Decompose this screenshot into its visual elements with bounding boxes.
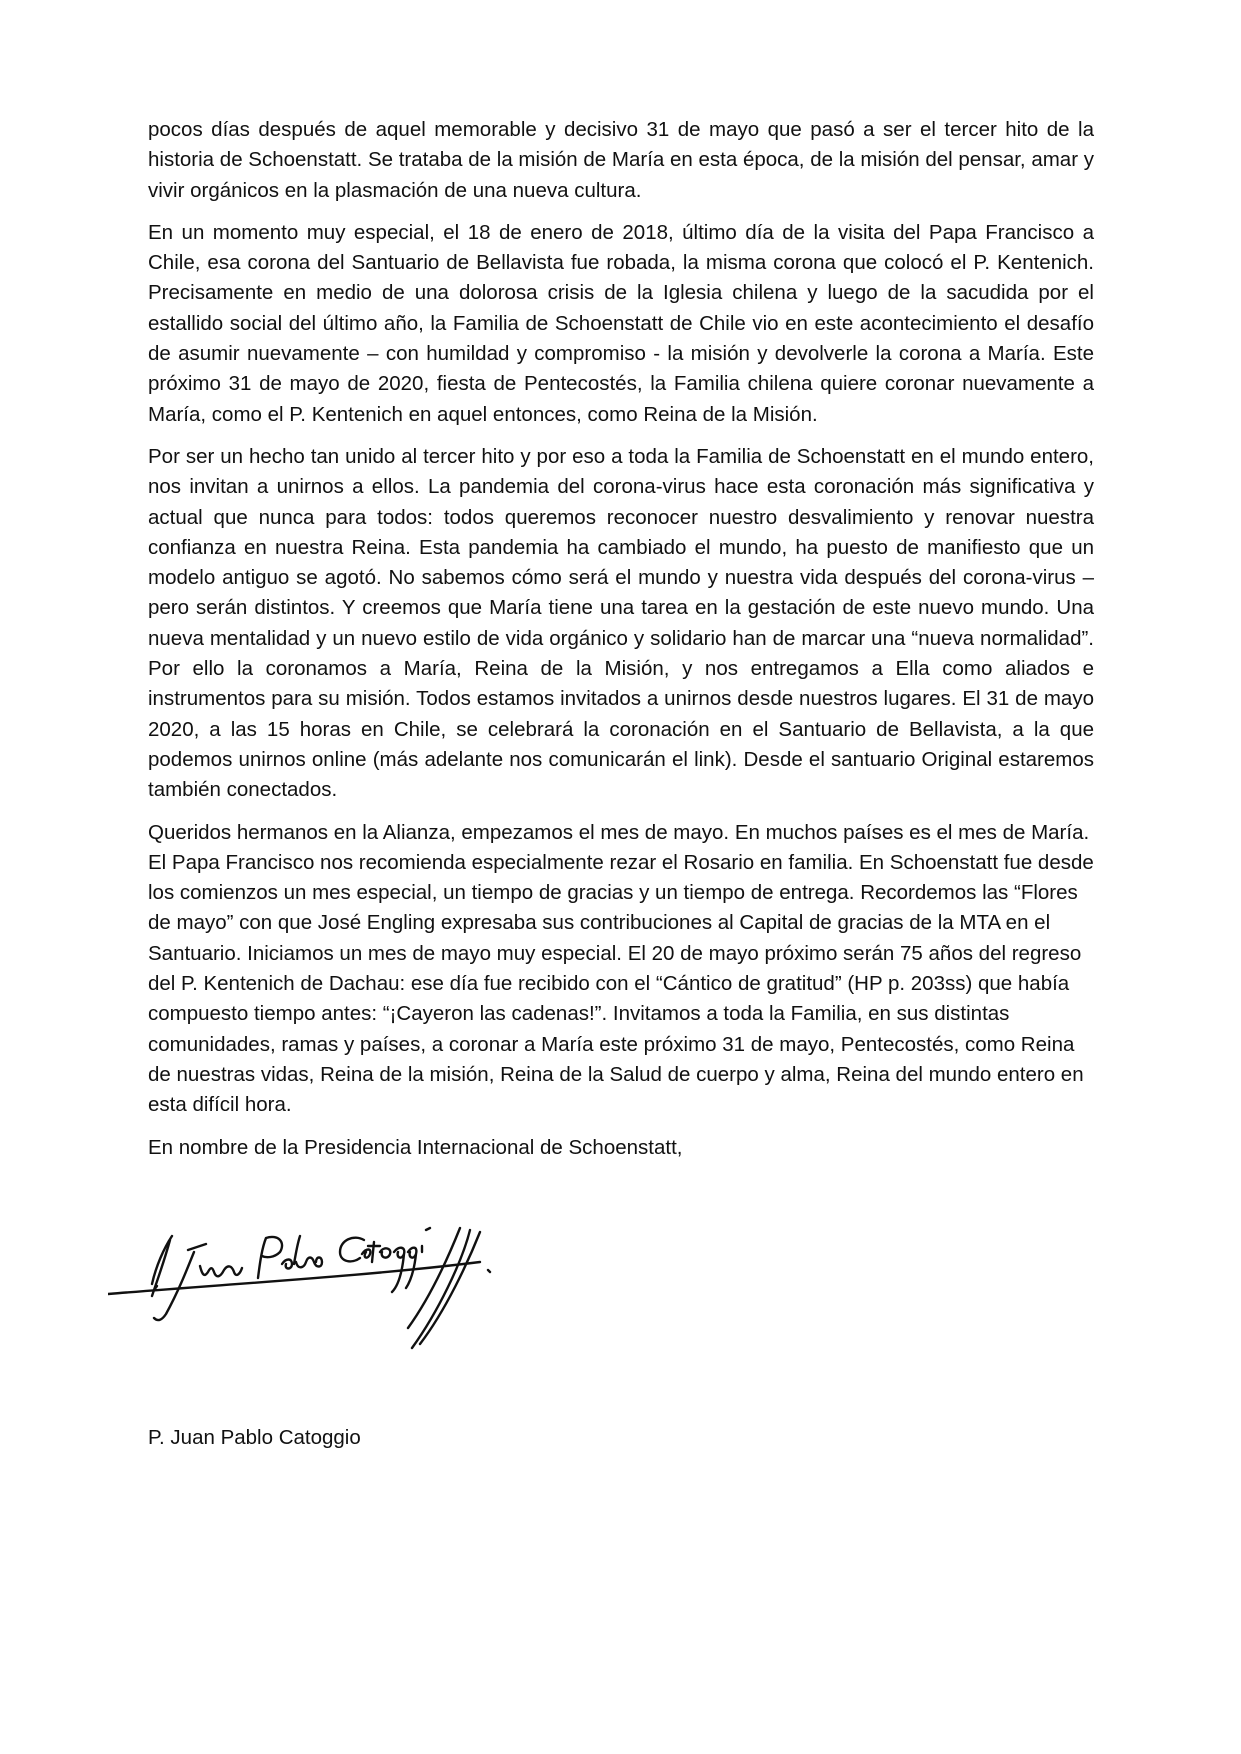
handwritten-signature — [108, 1222, 548, 1372]
salutation: En nombre de la Presidencia Internacional de Schoenstatt, — [148, 1135, 683, 1159]
paragraph-4: Queridos hermanos en la Alianza, empezamos el mes de mayo. En muchos países es el mes de María. El Papa Francisco nos recomienda especialmente rezar el Rosario en familia. En Schoenstatt fue desde los comienzos un mes especial, un tiempo de gracias y un tiempo de entrega. Recordemos las “Flores de mayo” con que José Engling expresaba sus contribuciones al Capital de gracias de la MTA en el Santuario. Iniciamos un mes de mayo muy especial. El 20 de mayo próximo serán 75 años del regreso del P. Kentenich de Dachau: ese día fue recibido con el “Cántico de gratitud” (HP p. 203ss) que había compuesto tiempo antes: “¡Cayeron las cadenas!”. Invitamos a toda la Familia, en sus distintas comunidades, ramas y países, a coronar a María este próximo 31 de mayo, Pentecostés, como Reina de nuestras vidas, Reina de la misión, Reina de la Salud de cuerpo y alma, Reina del mundo entero en esta difícil hora. — [148, 820, 1094, 1117]
letter-body — [148, 115, 1094, 1175]
paragraph-3: Por ser un hecho tan unido al tercer hito y por eso a toda la Familia de Schoenstatt en el mundo entero, nos invitan a unirnos a ellos. La pandemia del corona-virus hace esta coronación más significativa y actual que nunca para todos: todos queremos reconocer nuestro desvalimiento y renovar nuestra confianza en nuestra Reina. Esta pandemia ha cambiado el mundo, ha puesto de manifiesto que un modelo antiguo se agotó. No sabemos cómo será el mundo y nuestra vida después del corona-virus – pero serán distintos. Y creemos que María tiene una tarea en la gestación de este nuevo mundo. Una nueva mentalidad y un nuevo estilo de vida orgánico y solidario han de marcar una “nueva normalidad”. Por ello la coronamos a María, Reina de la Misión, y nos entregamos a Ella como aliados e instrumentos para su misión. Todos estamos invitados a unirnos desde nuestros lugares. El 31 de mayo 2020, a las 15 horas en Chile, se celebrará la coronación en el Santuario de Bellavista, a la que podemos unirnos online (más adelante nos comunicarán el link). Desde el santuario Original estaremos también conectados. — [148, 444, 1094, 802]
paragraph-1: pocos días después de aquel memorable y decisivo 31 de mayo que pasó a ser el tercer hito de la historia de Schoenstatt. Se trataba de la misión de María en esta época, de la misión del pensar, amar y vivir orgánicos en la plasmación de una nueva cultura. — [148, 118, 1094, 202]
signer-name: P. Juan Pablo Catoggio — [148, 1426, 361, 1449]
svg-text:P. Juan Pablo Catoggio: P. Juan Pablo Catoggio — [108, 1370, 119, 1371]
paragraph-2: En un momento muy especial, el 18 de enero de 2018, último día de la visita del Papa Francisco a Chile, esa corona del Santuario de Bellavista fue robada, la misma corona que colocó el P. Kentenich. Precisamente en medio de una dolorosa crisis de la Iglesia chilena y luego de la sacudida por el estallido social del último año, la Familia de Schoenstatt de Chile vio en este acontecimiento el desafío de asumir nuevamente – con humildad y compromiso - la misión y devolverle la corona a María. Este próximo 31 de mayo de 2020, fiesta de Pentecostés, la Familia chilena quiere coronar nuevamente a María, como el P. Kentenich en aquel entonces, como Reina de la Misión. — [148, 220, 1094, 426]
